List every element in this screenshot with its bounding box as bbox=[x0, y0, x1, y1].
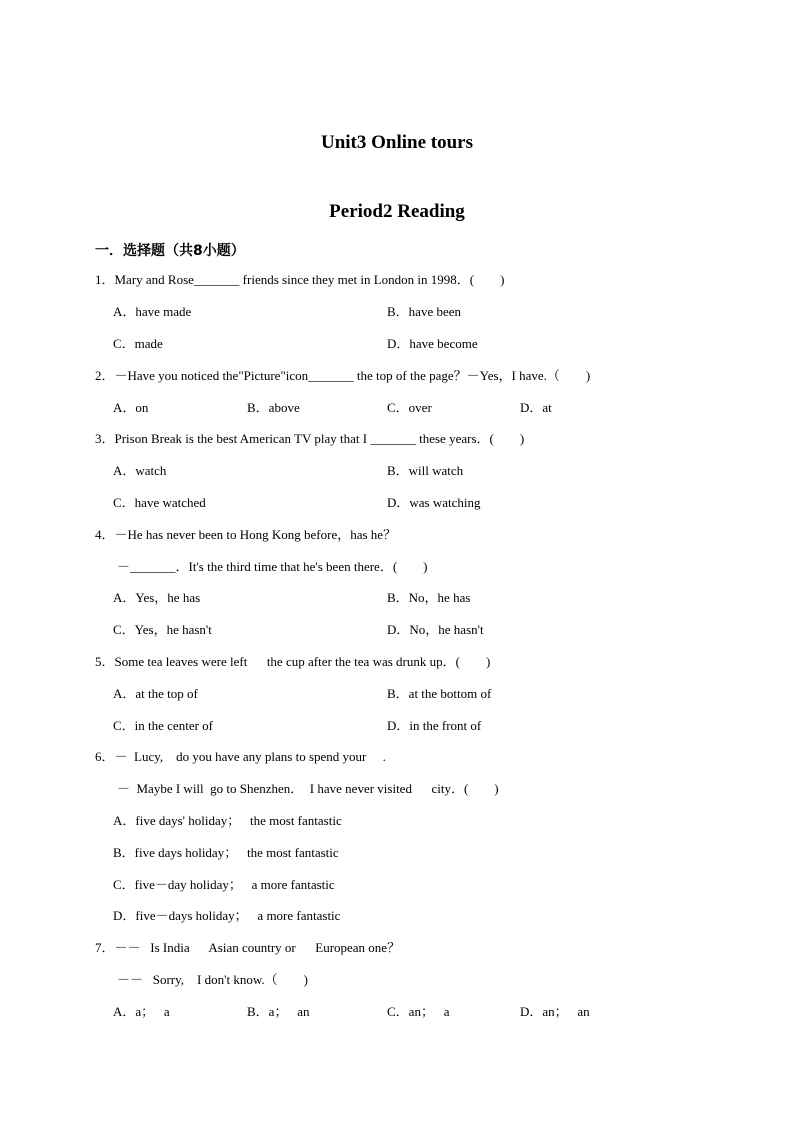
question-6-option-c[interactable]: C．five－day holiday； a more fantastic bbox=[113, 877, 335, 892]
question-5-option-a[interactable]: A．at the top of bbox=[113, 686, 198, 701]
question-7-option-c[interactable]: C．an； a bbox=[387, 1004, 450, 1019]
question-7-option-a[interactable]: A．a； a bbox=[113, 1004, 170, 1019]
question-3-option-b[interactable]: B．will watch bbox=[387, 463, 464, 478]
question-7-option-b[interactable]: B．a； an bbox=[247, 1004, 310, 1019]
question-2-stem: 2．－Have you noticed the"Picture"icon_______ the top of the page？－Yes，I have.（ ) bbox=[95, 368, 591, 383]
question-7-reply: －－ Sorry, I don't know.（ ) bbox=[117, 972, 308, 987]
question-4-option-c[interactable]: C．Yes，he hasn't bbox=[113, 622, 212, 637]
question-5-stem: 5．Some tea leaves were left the cup after the tea was drunk up．( ) bbox=[95, 654, 491, 669]
question-6-option-b[interactable]: B．five days holiday； the most fantastic bbox=[113, 845, 339, 860]
question-5-option-d[interactable]: D．in the front of bbox=[387, 718, 482, 733]
question-7-stem: 7．－－ Is India Asian country or European one？ bbox=[95, 940, 401, 955]
question-6-option-d[interactable]: D．five－days holiday； a more fantastic bbox=[113, 908, 341, 923]
question-2-option-d[interactable]: D．at bbox=[520, 400, 552, 415]
question-3-option-a[interactable]: A．watch bbox=[113, 463, 167, 478]
question-1-option-b[interactable]: B．have been bbox=[387, 304, 462, 319]
question-4-option-b[interactable]: B．No，he has bbox=[387, 590, 471, 605]
section-heading: 一．选择题（共8小题） bbox=[95, 243, 245, 259]
question-4-option-a[interactable]: A．Yes，he has bbox=[113, 590, 201, 605]
document-subtitle: Period2 Reading bbox=[329, 201, 465, 222]
question-5-option-b[interactable]: B．at the bottom of bbox=[387, 686, 492, 701]
question-7-option-d[interactable]: D．an； an bbox=[520, 1004, 590, 1019]
question-6-reply: － Maybe I will go to Shenzhen． I have never visited city．( ) bbox=[117, 781, 499, 796]
question-1-option-d[interactable]: D．have become bbox=[387, 336, 478, 351]
question-1-option-a[interactable]: A．have made bbox=[113, 304, 192, 319]
question-1-stem: 1．Mary and Rose_______ friends since they met in London in 1998．( ) bbox=[95, 272, 505, 287]
question-2-option-a[interactable]: A．on bbox=[113, 400, 149, 415]
document-title: Unit3 Online tours bbox=[320, 132, 474, 153]
question-5-option-c[interactable]: C．in the center of bbox=[113, 718, 213, 733]
question-6-option-a[interactable]: A．five days' holiday； the most fantastic bbox=[113, 813, 342, 828]
question-6-stem: 6．－ Lucy, do you have any plans to spend your . bbox=[95, 749, 386, 764]
question-2-option-b[interactable]: B．above bbox=[247, 400, 300, 415]
question-3-option-c[interactable]: C．have watched bbox=[113, 495, 206, 510]
question-4-stem: 4．－He has never been to Hong Kong before，has he？ bbox=[95, 527, 397, 542]
question-2-option-c[interactable]: C．over bbox=[387, 400, 432, 415]
question-3-stem: 3．Prison Break is the best American TV play that I _______ these years．( ) bbox=[95, 431, 525, 446]
question-4-option-d[interactable]: D．No，he hasn't bbox=[387, 622, 484, 637]
question-4-reply: －_______．It's the third time that he's been there．( ) bbox=[117, 559, 428, 574]
question-1-option-c[interactable]: C．made bbox=[113, 336, 163, 351]
question-3-option-d[interactable]: D．was watching bbox=[387, 495, 481, 510]
